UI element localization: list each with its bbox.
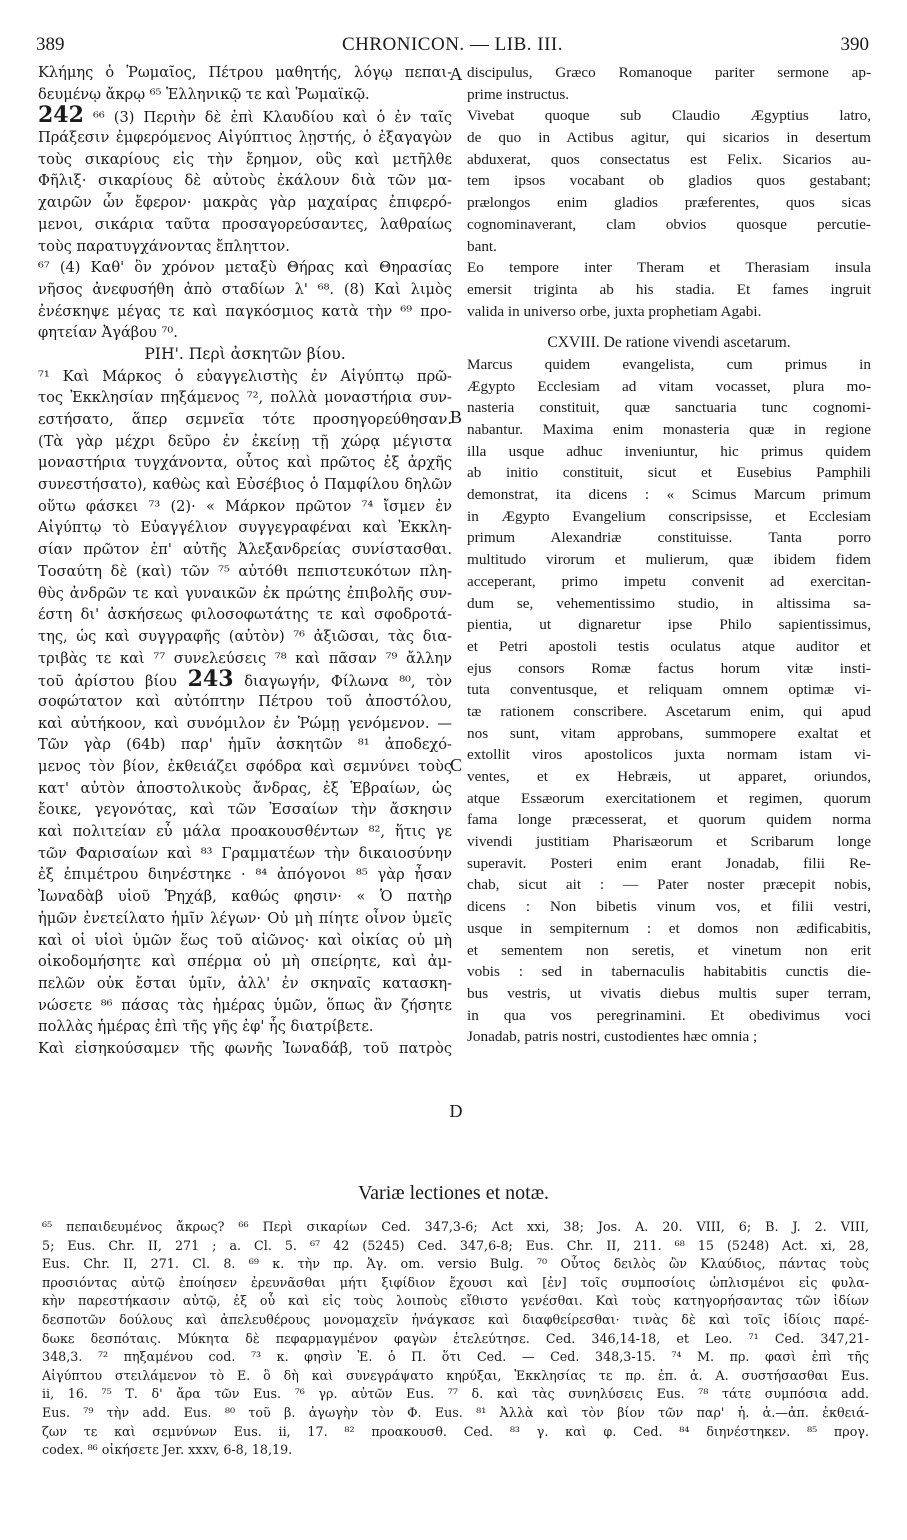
latin-text-line: nasteria constituit, quæ sanctuaria tunc cognomi- bbox=[467, 399, 871, 417]
greek-text-line: ἐξ ἐπιμέτρου διηνέστηκε · ⁸⁴ ἀπόγονοι ⁸⁵ γὰρ ἦσαν bbox=[38, 866, 452, 884]
running-header bbox=[36, 34, 869, 60]
greek-text-line: συνεστήσατο), καθὼς καὶ Εὐσέβιος ὁ Παμφίλου δηλῶν bbox=[38, 476, 452, 494]
latin-text-line: tuta conventusque, et reliquam omnem optimæ vi- bbox=[467, 681, 871, 699]
greek-text-line: τοὺς παρατυγχάνοντας ἔπληττον. bbox=[38, 237, 290, 255]
latin-text-line: ejus consors Romæ factus horum vitæ insti- bbox=[467, 659, 871, 677]
latin-text-line: tem ipsos vocabant ob gladios quos gestabant; bbox=[467, 172, 871, 190]
greek-text-line: φητείαν Ἀγάβου ⁷⁰. bbox=[38, 324, 178, 342]
greek-text-line: μενοι, σικάρια ταῦτα προσαγορεύσαντες, λαθραίως bbox=[38, 215, 452, 233]
greek-text-line: Τῶν γὰρ (64b) παρ' ἡμῖν ἀσκητῶν ⁸¹ ἀποδεχό- bbox=[38, 736, 452, 754]
margin-letter-d: D bbox=[449, 1101, 463, 1121]
latin-text-line: et Petri apostoli testis oculatus atque auditor et bbox=[467, 637, 871, 655]
latin-text-line: usque in sempiternum : et domos non ædificabitis, bbox=[467, 919, 871, 937]
margin-letter-b: B bbox=[449, 407, 462, 427]
latin-text-line: illa usque adhuc inveniuntur, hic primus quidem bbox=[467, 442, 871, 460]
latin-text-line: Ægypto Ecclesiam ad vitam vocasset, plura mo- bbox=[467, 377, 871, 395]
notes-title: Variæ lectiones et notæ. bbox=[357, 1182, 550, 1204]
latin-text-line: extollit viros apostolicos juxta normam istam vi- bbox=[467, 746, 871, 764]
greek-text-line: μενος τὸν βίον, ἐκθειάζει σφόδρα καὶ σεμνύνει τοὺς bbox=[38, 758, 452, 775]
greek-text-line: σίαν πρῶτον ἐπ' αὐτῆς Ἀλεξανδρείας συνίστασθαι. bbox=[38, 541, 452, 559]
latin-text-line: in Ægypto Evangelium conscripsisse, et Ecclesiam bbox=[467, 507, 871, 525]
greek-text-line: Πράξεσιν ἐμφερόμενος Αἰγύπτιος λῃστής, ὁ ἐξαγαγὼν bbox=[38, 129, 452, 147]
greek-text-line: εστήσατο, ἅπερ σεμνεῖα τότε προσηγορεύθησαν. bbox=[38, 411, 452, 428]
note-line: προσιόντας αὐτῷ ἐποίησεν ἐρευνᾶσθαι μήτι ξιφίδιον ἔχουσι καὶ [ἐν] τοῖς συμποσίοις ὡπλισμένοι εἰς φυλα- bbox=[42, 1274, 869, 1290]
greek-text-line: ΡΙΗ'. Περὶ ἀσκητῶν βίου. bbox=[144, 344, 346, 363]
greek-text-line: τος Ἐκκλησίαν πηξάμενος ⁷², πολλὰ μοναστήρια συν- bbox=[38, 389, 452, 407]
latin-text-line: multitudo virorum et mulierum, quæ ibidem fidem bbox=[467, 551, 871, 569]
greek-text-line: έστη δι' ἀσκήσεως φιλοσοφωτάτης τε καὶ σφοδροτά- bbox=[38, 606, 452, 624]
greek-text-line: χαιρῶν ὧν ἔφερον· μακρὰς γὰρ μαχαίρας ἐπιφερό- bbox=[38, 194, 452, 212]
latin-text-line: CXVIII. De ratione vivendi ascetarum. bbox=[547, 334, 791, 352]
page-number-right: 390 bbox=[840, 34, 869, 55]
greek-text-line: ἡμῶν ἐνετείλατο ἡμῖν λέγων· Οὐ μὴ πίητε οἶνον ὑμεῖς bbox=[38, 909, 452, 927]
note-line: codex. ⁸⁶ οἰκήσετε Jer. xxxv, 6-8, 18,19. bbox=[42, 1442, 293, 1458]
greek-text-line: ἐνέσκηψε μέγας τε καὶ παγκόσμιος κατὰ τὴν ⁶⁹ προ- bbox=[38, 302, 452, 320]
latin-text-line: demonstrat, ita dicens : « Scimus Marcum primum bbox=[467, 486, 871, 504]
latin-text-line: et sementem non seretis, et vinetum non erit bbox=[467, 941, 871, 959]
note-line: 348,3. ⁷² πηξαμένου cod. ⁷³ κ. φησὶν Ἐ. ὁ Π. ὅτι Ced. — Ced. 348,3-15. ⁷⁴ Μ. πρ. φασὶ ἐπὶ τῆς bbox=[42, 1349, 869, 1365]
latin-text-line: Jonadab, patris nostri, custodientes hæc omnia ; bbox=[467, 1028, 758, 1046]
note-line: ⁶⁵ πεπαιδευμένος ἄκρως? ⁶⁶ Περὶ σικαρίων Ced. 347,3-6; Act xxi, 38; Jos. A. 20. VIII, 6; B. J. 2. VIII, bbox=[42, 1219, 869, 1234]
latin-text-line: prælongos enim gladios præferentes, quos sicas bbox=[467, 194, 871, 212]
greek-text-line: καὶ πολιτείαν εὖ μάλα προακουσθέντων ⁸², ἥτις γε bbox=[38, 823, 452, 841]
latin-text-line: nabantur. Maxima enim monasteria quæ in regione bbox=[467, 421, 871, 438]
latin-text-line: discipulus, Græco Romanoque pariter sermone ap- bbox=[467, 64, 871, 81]
latin-text-line: superavit. Posteri enim erant Jonadab, filii Re- bbox=[467, 854, 871, 872]
greek-text-line: ἔοικε, γεγονότας, καὶ τῶν Ἐσσαίων τὴν ἄσκησιν bbox=[38, 801, 452, 819]
greek-text-line: οὕτω φάσκει ⁷³ (2)· « Μάρκον πρῶτον ⁷⁴ ἴσμεν ἐν bbox=[38, 497, 452, 515]
greek-text-line: Αἰγύπτῳ τὸ Εὐαγγέλιον συγγεγραφέναι καὶ Ἐκκλη- bbox=[38, 519, 452, 537]
greek-text-line: καὶ οἱ υἱοὶ ὑμῶν ἕως τοῦ αἰῶνος· καὶ οἰκίας οὐ μὴ bbox=[38, 931, 452, 949]
greek-text-line: ⁶⁷ (4) Καθ' ὃν χρόνον μεταξὺ Θήρας καὶ Θηρασίας bbox=[38, 259, 452, 277]
greek-text-line: πελῶν οὐκ ἔσται ὑμῖν, ἀλλ' ἐν σκηναῖς κατασκη- bbox=[38, 974, 452, 992]
greek-text-line: Κλήμης ὁ Ῥωμαῖος, Πέτρου μαθητής, λόγῳ πεπαι- bbox=[38, 64, 452, 81]
note-line: κὴν παρεστήκασιν αὐτῷ, ἐξ οὗ καὶ εἰς τοὺς λοιποὺς εἴθιστο γενέσθαι. Καὶ τοὺς κατηγορήσαντας τῶν ἰδίων bbox=[42, 1293, 869, 1309]
greek-column bbox=[38, 62, 452, 1060]
greek-text-line: νῆσος ἀνεφυσήθη ἀπὸ σταδίων λ' ⁶⁸. (8) Καὶ λιμὸς bbox=[38, 280, 452, 298]
latin-text-line: primum Alexandriæ constituisse. Tanta porro bbox=[467, 529, 871, 547]
greek-text-line: δευμένῳ ἄκρῳ ⁶⁵ Ἑλληνικῷ τε καὶ Ῥωμαϊκῷ. bbox=[38, 85, 370, 103]
note-line: ζων τε καὶ σεμνύνων Eus. ii, 17. ⁸² προακουσθ. Ced. ⁸³ γ. καὶ φ. Ced. ⁸⁴ διηνέστηκεν. ⁸⁵ προγ. bbox=[42, 1423, 869, 1439]
greek-text-line: Φῆλιξ· σικαρίους δὲ αὐτοὺς ἐκάλουν διὰ τῶν μα- bbox=[38, 172, 452, 190]
latin-text-line: bus vestris, ut vivatis diebus multis super terram, bbox=[467, 984, 871, 1002]
latin-text-line bbox=[467, 322, 871, 332]
greek-text-line: πολλὰς ἡμέρας ἐπὶ τῆς γῆς ἐφ' ἧς διατρίβετε. bbox=[38, 1018, 374, 1036]
latin-text-line: dum se, vehementissimo studio, in altissima sa- bbox=[467, 594, 871, 612]
greek-text-line: τῶν Φαρισαίων καὶ ⁸³ Γραμματέων τὴν δικαιοσύνην bbox=[38, 844, 452, 862]
note-line: δωκε δεσπόταις. Μύκητα δὲ πεφαρμαγμένον φαγὼν ἐτελεύτησε. Ced. 346,14-18, et Leo. ⁷¹ Ced. 347,21- bbox=[42, 1330, 869, 1346]
page-number-left: 389 bbox=[36, 34, 65, 55]
greek-text-line: τριβὰς τε καὶ ⁷⁷ συνελεύσεις ⁷⁸ καὶ πᾶσαν ⁷⁹ ἄλλην bbox=[38, 649, 452, 667]
greek-text-line: της, ὡς καὶ συγγραφῆς (αὐτὸν) ⁷⁶ ἀξιῶσαι, τὰς δια- bbox=[38, 627, 452, 645]
note-line: Αἰγύπτου στειλάμενον τὸ Ε. ὃ δὴ καὶ συνεγράψατο κηρύξαι, Ἐκκλησίας τε πρ. ἐπ. ἀ. Α. συστήσασθαι Eus. bbox=[42, 1367, 869, 1383]
latin-text-line: chab, sicut ait : — Pater noster præcepit nobis, bbox=[467, 876, 871, 894]
latin-text-line: prime instructus. bbox=[467, 85, 570, 103]
margin-letter-c: C bbox=[449, 755, 462, 775]
latin-text-line: de quo in Actibus agitur, qui sicarios in desertum bbox=[467, 129, 871, 147]
greek-text-line: Καὶ εἰσηκούσαμεν τῆς φωνῆς Ἰωναδάβ, τοῦ πατρὸς bbox=[38, 1039, 452, 1057]
greek-text-line: τοὺς σικαρίους εἰς τὴν ἔρημον, οὓς καὶ μετῆλθε bbox=[38, 150, 452, 168]
section-number: 243 bbox=[187, 669, 234, 691]
running-title: CHRONICON. — LIB. III. bbox=[341, 34, 564, 55]
latin-text-line: vobis : sed in tabernaculis habitabitis cunctis die- bbox=[467, 963, 871, 981]
latin-column bbox=[467, 62, 871, 1048]
greek-text-line: ⁷¹ Καὶ Μάρκος ὁ εὐαγγελιστὴς ἐν Αἰγύπτῳ πρῶ- bbox=[38, 367, 452, 385]
latin-text-line: dicens : Non bibetis vinum vos, et filii vestri, bbox=[467, 898, 871, 916]
latin-text-line: Vivebat quoque sub Claudio Ægyptius latro, bbox=[467, 107, 871, 125]
greek-text-line: οἰκοδομήσητε καὶ σπέρμα οὐ μὴ σπείρητε, καὶ ἀμ- bbox=[38, 953, 452, 971]
note-line: 5; Eus. Chr. II, 271 ; a. Cl. 5. ⁶⁷ 42 (5245) Ced. 347,6-8; Eus. Chr. II, 211. ⁶⁸ 15 (5248) Act. xi, 28, bbox=[42, 1237, 869, 1253]
latin-text-line: Marcus quidem evangelista, cum primus in bbox=[467, 355, 871, 373]
greek-text-line: καὶ αὐτήκοον, καὶ συνόμιλον ἐν Ῥώμῃ γενόμενον. — bbox=[38, 714, 452, 732]
greek-text-line: σοφώτατον καὶ αὐτόπτην Πέτρου τοῦ ἀποστόλου, bbox=[38, 692, 452, 710]
latin-text-line: acceperant, primo impetu convenit ad exercitan- bbox=[467, 572, 871, 590]
latin-text-line: cognominaverant, clam obvios quosque percutie- bbox=[467, 215, 871, 233]
greek-text-line: μοναστήρια τυγχάνοντα, οὗτος καὶ πρῶτος ἐξ ἀρχῆς bbox=[38, 454, 452, 472]
margin-letter-a: A bbox=[449, 64, 463, 84]
greek-text-line: Ἰωναδὰβ υἱοῦ Ῥηχάβ, καθώς φησιν· « Ὁ πατὴρ bbox=[38, 888, 452, 906]
latin-text-line: Eo tempore inter Theram et Therasiam insula bbox=[467, 259, 871, 277]
greek-text-line: νώσετε ⁸⁶ πάσας τὰς ἡμέρας ὑμῶν, ὅπως ἂν ζήσητε bbox=[38, 996, 452, 1014]
note-line: Eus. ⁷⁹ τὴν add. Eus. ⁸⁰ τοῦ β. ἀγωγὴν τὸν Φ. Eus. ⁸¹ Ἀλλὰ καὶ τὸν βίον τῶν παρ' ἡ. ἀ.—ἀπ. ἐκθειά- bbox=[42, 1404, 869, 1420]
latin-text-line: valida in universo orbe, juxta prophetiam Agabi. bbox=[467, 302, 762, 320]
latin-text-line: fama longe præcesserat, et quorum quidem norma bbox=[467, 811, 871, 829]
latin-text-line: tæ rationem conscribere. Ascetarum enim, qui apud bbox=[467, 702, 871, 720]
latin-text-line: pientia, ut dignaretur ipse Philo sapientissimus, bbox=[467, 616, 871, 634]
latin-text-line: bant. bbox=[467, 237, 497, 255]
latin-text-line: in qua vos peregrinamini. Et obedivimus voci bbox=[467, 1006, 871, 1024]
latin-text-line: emersit triginta ab his stadia. Et fames ingruit bbox=[467, 280, 871, 298]
greek-text-line: (Τὰ γὰρ μέχρι δεῦρο ἐν ἐκείνῃ τῇ χώρᾳ μέγιστα bbox=[38, 432, 452, 450]
latin-text-line: abduxerat, quos consectatus est Felix. Sicarios au- bbox=[467, 150, 871, 168]
greek-text-line: κατ' αὐτὸν ἀποστολικοὺς ἄνδρας, ἐξ Ἑβραίων, ὡς bbox=[38, 779, 452, 797]
greek-text-line: 242 ⁶⁶ (3) Περιὴν δὲ ἐπὶ Κλαυδίου καὶ ὁ ἐν ταῖς bbox=[38, 105, 452, 127]
latin-text-line: nos sunt, vitam approbans, summopere exaltat et bbox=[467, 724, 871, 742]
section-number: 242 bbox=[38, 105, 84, 128]
latin-text-line: atque Essæorum exercitationem et regimen, quorum bbox=[467, 789, 871, 807]
greek-text-line: θὺς ἀνδρῶν τε καὶ γυναικῶν ἐκ πρώτης ἐπιβολῆς συν- bbox=[38, 584, 452, 602]
latin-text-line: vivendi justitiam Pharisæorum et Scribarum longe bbox=[467, 833, 871, 851]
greek-text-line: Τοσαύτη δὲ (καὶ) τῶν ⁷⁵ αὐτόθι πεπιστευκότων πλη- bbox=[38, 562, 452, 580]
note-line: Eus. Chr. II, 271. Cl. 8. ⁶⁹ κ. τὴν πρ. Ἀγ. om. versio Bulg. ⁷⁰ Οὗτος δειλὸς ὢν Κλαύδιος, πάντας τοὺς bbox=[42, 1256, 869, 1272]
greek-text-line: τοῦ ἀρίστου βίου 243 διαγωγήν, Φίλωνα ⁸⁰, τὸν bbox=[38, 669, 452, 691]
note-line: δεσποτῶν δούλους καὶ ἀπελευθέρους μονομαχεῖν ἠνάγκασε καὶ διαφθείρεσθαι· τινὰς δὲ καὶ τοῖς ἰδίοις παρέ- bbox=[42, 1311, 869, 1327]
latin-text-line: ab initio constituit, sicut et Eusebius Pamphili bbox=[467, 464, 871, 482]
notes-block bbox=[42, 1218, 869, 1460]
note-line: ii, 16. ⁷⁵ Τ. δ' ἄρα τῶν Eus. ⁷⁶ γρ. αὐτῶν Eus. ⁷⁷ δ. καὶ τὰς συνηλύσεις Eus. ⁷⁸ τάτε συμπόσια add. bbox=[42, 1386, 869, 1402]
latin-text-line: ventes, et ex Hebræis, ut apparet, oriundos, bbox=[467, 768, 871, 785]
